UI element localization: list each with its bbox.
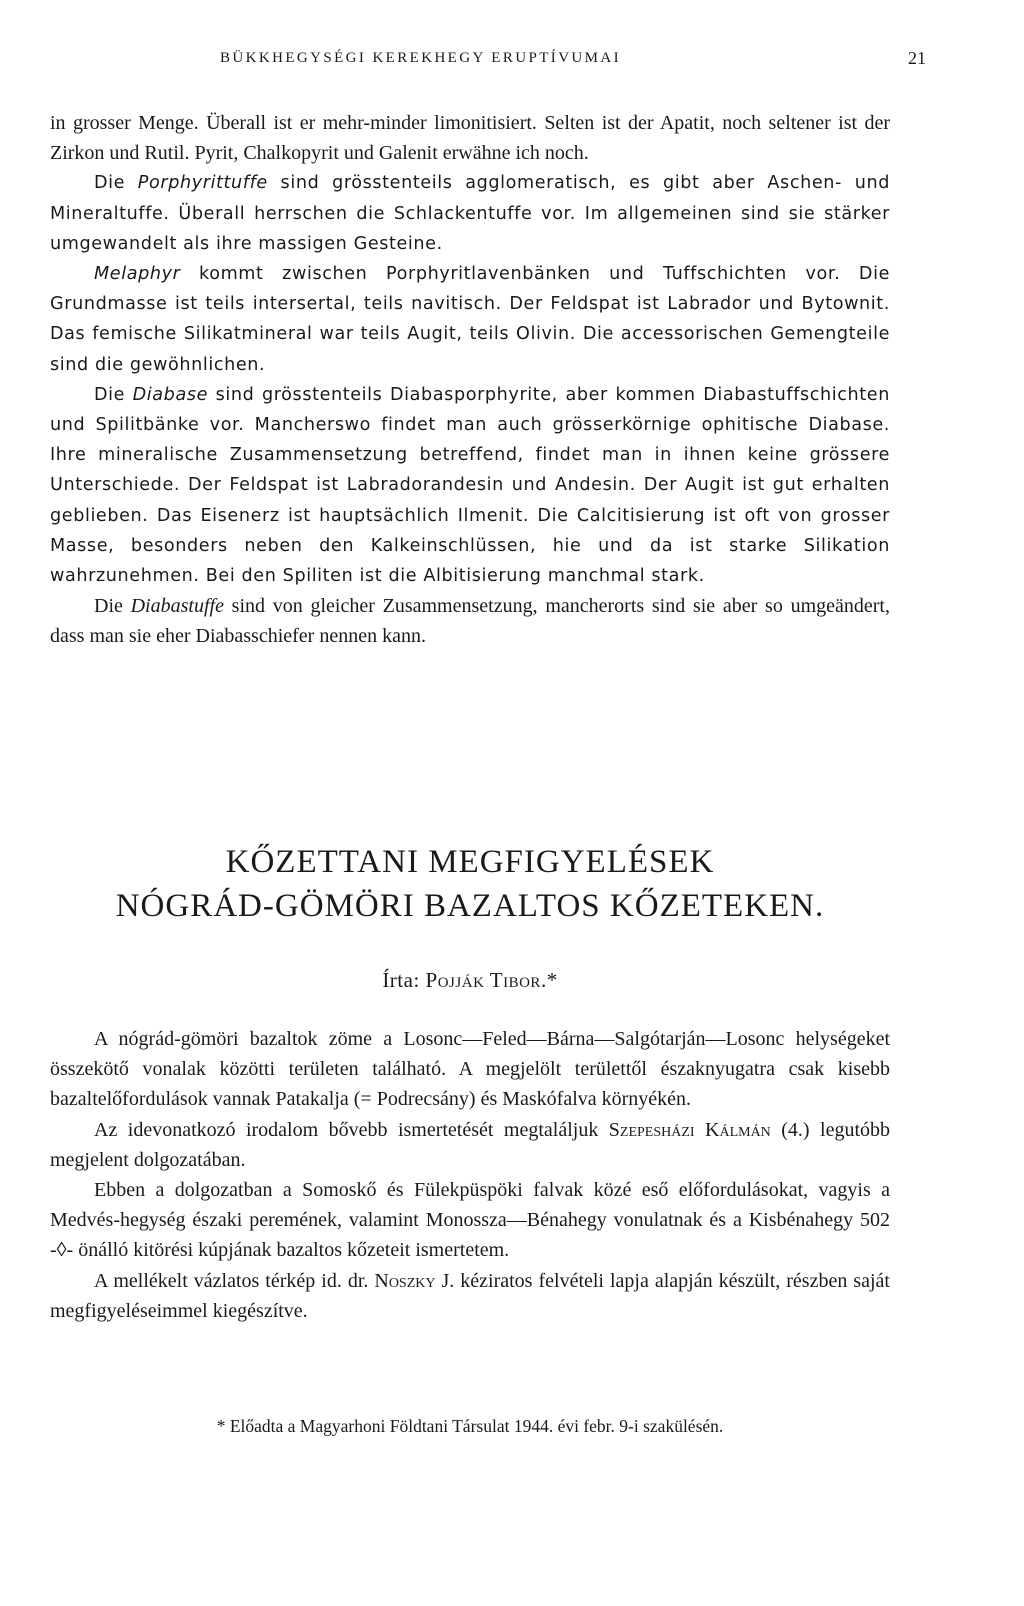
paragraph-text: (4.) legutóbb megjelent dolgozatában. [50,1118,891,1171]
article-heading [50,840,890,993]
paragraph-text: Ebben a dolgozatban a Somoskő és Fülekpüspöki falvak közé eső előfordulásokat, vagyis a Medvés-hegység északi peremének, valamint Monossza—Bénahegy vonulatnak és a Kisbénahegy 502 -◊- önálló kitörési kúpjának bazaltos kőzeteit ismertetem. [50,1179,890,1262]
paragraph-text: Az idevonatkozó irodalom bővebb ismertetését megtaláljuk [94,1118,609,1141]
paragraph-scope [50,1175,890,1266]
paragraph-text: sind grösstenteils Diabasporphyrite, aber kommen Diabastuffschichten und Spilitbänke vor. Mancherswo findet man auch grösserkörnige ophitische Diabase. Ihre mineralische Zusammensetzung betreffend, findet man in ihnen keine grössere Unterschiede. Der Feldspat ist Labradorandesin und Andesin. Der Augit ist gut erhalten geblieben. Das Eisenerz ist hauptsächlich Ilmenit. Die Calcitisierung ist oft von grosser Masse, besonders neben den Kalkeinschlüssen, hie und da ist starke Silikation wahrzunehmen. Bei den Spiliten ist die Albitisierung manchmal stark. [50,384,890,587]
paragraph-diabastuffe [50,591,890,651]
article-title-line-1: KŐZETTANI MEGFIGYELÉSEK [225,844,715,880]
german-body-text [50,108,890,652]
byline-prefix: Írta: [382,968,426,992]
article-title-line-2: NÓGRÁD-GÖMÖRI BAZALTOS KŐZETEKEN. [115,888,825,924]
running-title: BÜKKHEGYSÉGI KEREKHEGY ERUPTÍVUMAI [220,50,622,66]
author-name: Pojják Tibor [425,968,541,992]
paragraph-text: A nógrád-gömöri bazaltok zöme a Losonc—Feled—Bárna—Salgótarján—Losonc helységeket összekötő vonalak közötti területen található. A megjelölt területtől északnyugatra csak kisebb bazaltelőfordulások vannak Patakalja (= Podrecsány) és Maskófalva környékén. [50,1028,890,1111]
paragraph-term: Diabase [132,384,209,405]
hungarian-body-text [50,1024,890,1326]
paragraph-text: sind von gleicher Zusammensetzung, mancherorts sind sie aber so umgeändert, dass man sie eher Diabasschiefer nennen kann. [50,595,890,648]
paragraph-lead: Die [94,384,133,405]
paragraph-diabase [50,380,890,591]
article-title [50,840,890,928]
paragraph-melaphyr [50,259,890,380]
paragraph-text: sind grösstenteils agglomeratisch, es gibt aber Aschen- und Mineraltuffe. Überall herrschen die Schlackentuffe vor. Im allgemeinen sind sie stärker umgewandelt als ihre massigen Gesteine. [50,173,890,254]
footnote: * Előadta a Magyarhoni Földtani Társulat 1944. évi febr. 9-i szakülésén. [216,1416,724,1436]
paragraph-lead: Die [94,173,138,194]
paragraph-continuation [50,108,890,168]
author-byline [50,968,890,993]
paragraph-map [50,1266,890,1326]
paragraph-term: Diabastuffe [130,595,224,618]
running-header [50,48,926,74]
paragraph-term: Melaphyr [94,264,181,285]
paragraph-area [50,1024,890,1115]
cited-author: Szepesházi Kálmán [608,1118,771,1141]
cited-author: Noszky J. [374,1269,455,1292]
paragraph-porphyrittuffe [50,168,890,259]
paragraph-term: Porphyrittuffe [137,173,268,194]
paragraph-text: in grosser Menge. Überall ist er mehr-minder limonitisiert. Selten ist der Apatit, noch seltener ist der Zirkon und Rutil. Pyrit, Chalkopyrit und Galenit erwähne ich noch. [50,112,890,165]
paragraph-lead: Die [94,595,131,618]
paragraph-text: kéziratos felvételi lapja alapján készült, részben saját megfigyeléseimmel kiegészítve. [50,1269,890,1322]
page-number: 21 [908,48,926,68]
byline-footnote-mark: .* [540,968,558,992]
paragraph-text: kommt zwischen Porphyritlavenbänken und Tuffschichten vor. Die Grundmasse ist teils intersertal, teils navitisch. Der Feldspat ist Labrador und Bytownit. Das femische Silikatmineral war teils Augit, teils Olivin. Die accessorischen Gemengteile sind die gewöhnlichen. [50,264,890,375]
paragraph-text: A mellékelt vázlatos térkép id. dr. [94,1269,375,1292]
paragraph-literature [50,1115,890,1175]
